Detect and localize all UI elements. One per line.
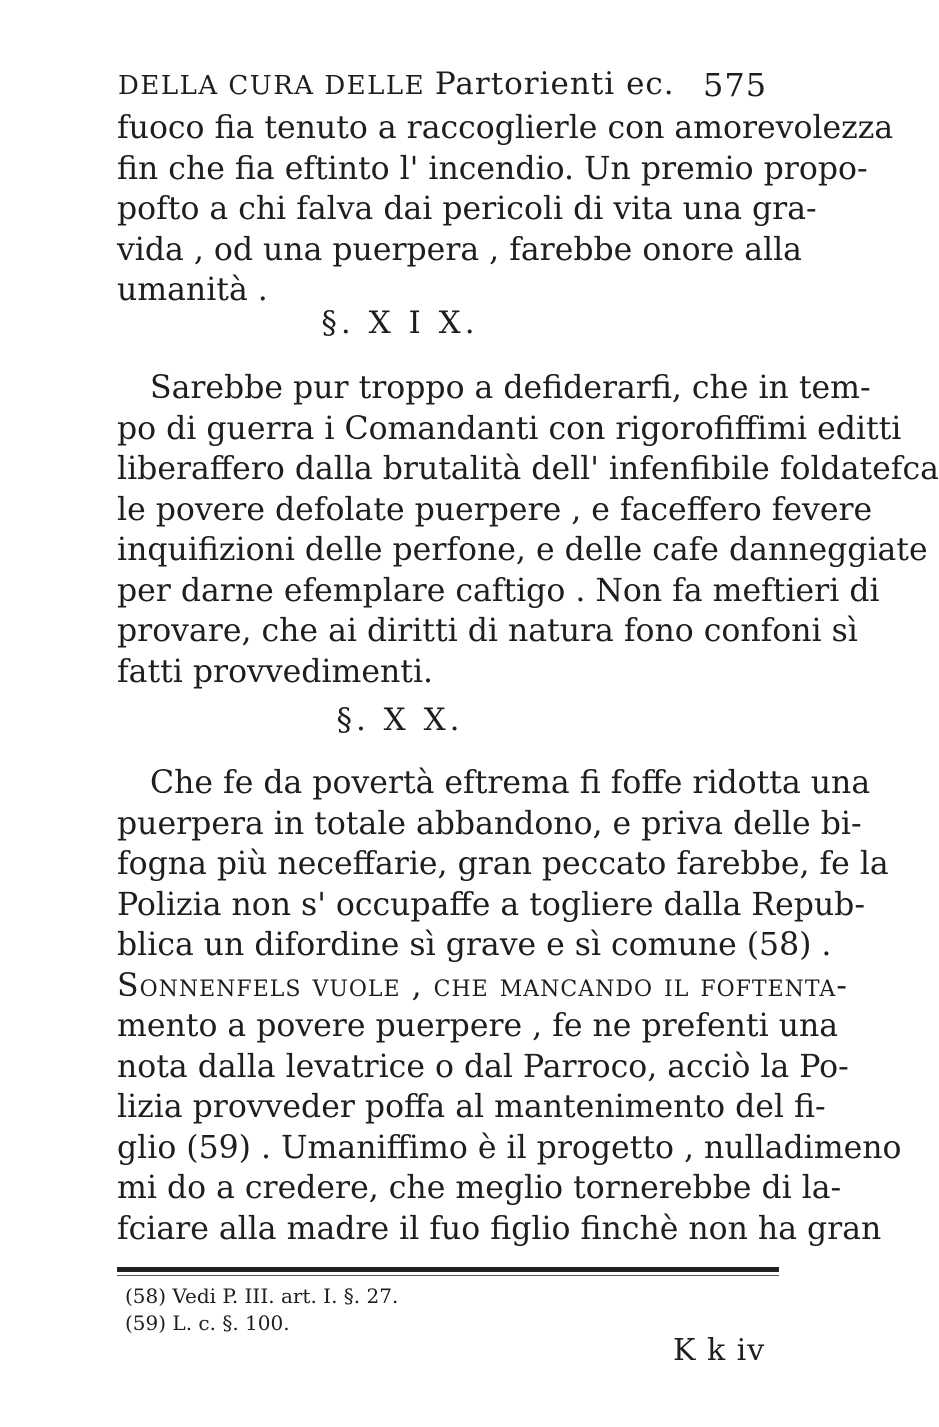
text-line: per darne efemplare caftigo . Non fa meftieri di <box>117 572 880 609</box>
text-line: Sarebbe pur troppo a defiderarfi, che in tem- <box>150 370 871 406</box>
page-number: 575 <box>703 66 768 104</box>
text-line: provare, che ai diritti di natura fono confoni sì <box>117 613 858 649</box>
text-line: fuoco fia tenuto a raccoglierle con amorevolezza <box>117 110 894 146</box>
text-line: le povere defolate puerpere , e faceffero fevere <box>117 491 873 528</box>
paragraph-1 <box>117 108 894 311</box>
signature-mark: K k iv <box>673 1333 766 1368</box>
text-line: Sonnenfels vuole , che mancando il foftenta- <box>117 967 848 1004</box>
paragraph-3 <box>117 763 902 1249</box>
section-heading-20: §. X X. <box>336 702 464 738</box>
text-line: po di guerra i Comandanti con rigorofiffimi editti <box>117 410 902 447</box>
text-line: nota dalla levatrice o dal Parroco, acciò la Po- <box>117 1048 849 1085</box>
text-line: Che fe da povertà eftrema fi foffe ridotta una <box>150 765 871 801</box>
text-line: vida , od una puerpera , farebbe onore alla <box>117 231 802 268</box>
text-line: inquifizioni delle perfone, e delle cafe danneggiate <box>117 532 928 568</box>
paragraph-2 <box>117 368 939 692</box>
text-line: liberaffero dalla brutalità dell' infenfibile foldatefca <box>117 451 939 487</box>
running-header <box>118 66 778 102</box>
text-line: fciare alla madre il fuo figlio finchè non ha gran <box>117 1210 882 1247</box>
running-title: DELLA CURA DELLE Partorienti ec. <box>118 66 675 102</box>
text-line: fin che fia eftinto l' incendio. Un premio propo- <box>117 150 868 187</box>
text-line: fogna più neceffarie, gran peccato farebbe, fe la <box>117 846 889 882</box>
footnotes <box>125 1283 398 1337</box>
text-line: lizia provveder poffa al mantenimento del fi- <box>117 1089 826 1125</box>
text-line: glio (59) . Umaniffimo è il progetto , nulladimeno <box>117 1129 902 1166</box>
text-line: mento a povere puerpere , fe ne prefenti una <box>117 1008 839 1044</box>
text-line: Polizia non s' occupaffe a togliere dalla Repub- <box>117 886 865 923</box>
text-line: blica un difordine sì grave e sì comune (58) . <box>117 927 832 963</box>
footnote: (58) Vedi P. III. art. I. §. 27. <box>125 1284 399 1308</box>
text-line: umanità . <box>117 272 268 308</box>
text-line: puerpera in totale abbandono, e priva delle bi- <box>117 805 862 842</box>
text-line: mi do a credere, che meglio tornerebbe di la- <box>117 1170 842 1206</box>
section-heading-19: §. X I X. <box>321 305 479 341</box>
text-line: pofto a chi falva dai pericoli di vita una gra- <box>117 191 817 227</box>
footnote-rule <box>117 1267 779 1272</box>
text-line: fatti provvedimenti. <box>117 653 434 690</box>
footnote: (59) L. c. §. 100. <box>125 1311 290 1335</box>
footnote-rule-thin <box>117 1275 779 1276</box>
